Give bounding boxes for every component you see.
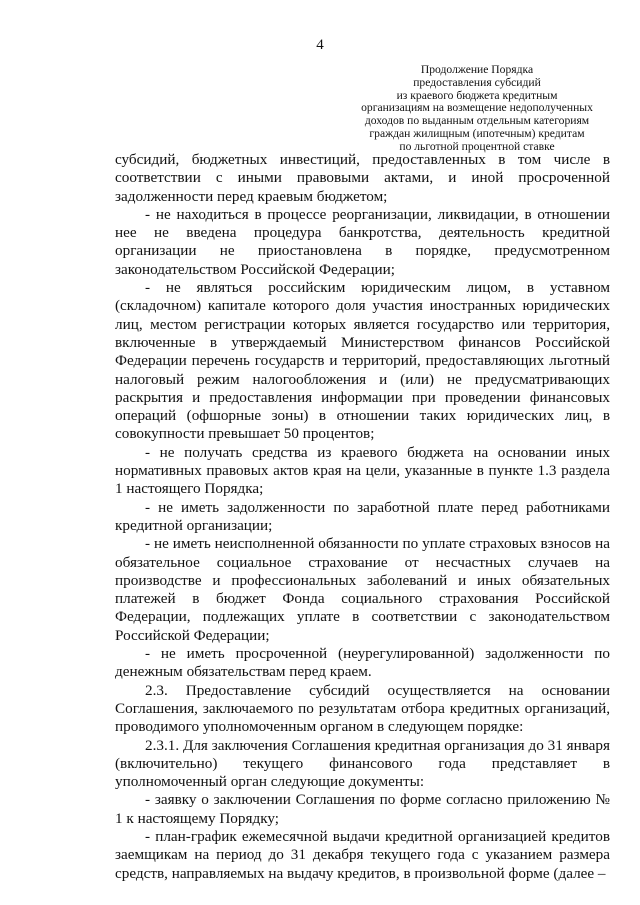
paragraph-section-2-3-1: 2.3.1. Для заключения Соглашения кредитная организация до 31 января (включительно) текущего финансового года представляет в уполномоченный орган следующие документы: (115, 736, 610, 791)
document-body (115, 151, 610, 883)
page-number: 4 (316, 37, 324, 53)
paragraph-overdue-debt: - не иметь просроченной (неурегулированной) задолженности по денежным обязательствам перед краем. (115, 645, 610, 681)
header-line: по льготной процентной ставке (399, 139, 555, 153)
header-line: из краевого бюджета кредитным (396, 88, 558, 102)
header-line: доходов по выданным отдельным категориям (364, 114, 590, 128)
header-line: предоставления субсидий (413, 75, 541, 89)
paragraph-section-2-3: 2.3. Предоставление субсидий осуществляется на основании Соглашения, заключаемого по результатам отбора кредитных организаций, проводимого уполномоченным органом в следующем порядке: (115, 681, 610, 736)
paragraph-application: - заявку о заключении Соглашения по форме согласно приложению № 1 к настоящему Порядку; (115, 791, 610, 827)
paragraph-continuation: субсидий, бюджетных инвестиций, предоставленных в том числе в соответствии с иными правовыми актами, и иной просроченной задолженности перед краевым бюджетом; (115, 151, 610, 205)
paragraph-insurance: - не иметь неисполненной обязанности по уплате страховых взносов на обязательное социальное страхование от несчастных случаев на производстве и профессиональных заболеваний и иных обязательных платежей в бюджет Фонда социального страхования Российской Федерации, подлежащих уплате в соответствии с законодательством Российской Федерации; (115, 535, 610, 644)
header-line: граждан жилищным (ипотечным) кредитам (369, 126, 585, 140)
header-line: организациям на возмещение недополученных (361, 101, 593, 115)
paragraph-reorganization: - не находиться в процессе реорганизации, ликвидации, в отношении нее не введена процедура банкротства, деятельность кредитной организации не приостановлена в порядке, предусмотренном законодательством Российской Федерации; (115, 205, 610, 278)
paragraph-other-funds: - не получать средства из краевого бюджета на основании иных нормативных правовых актов края на цели, указанные в пункте 1.3 раздела 1 настоящего Порядка; (115, 443, 610, 498)
header-line: Продолжение Порядка (420, 63, 534, 76)
paragraph-schedule: - план-график ежемесячной выдачи кредитной организацией кредитов заемщикам на период до 31 декабря текущего года с указанием размера средств, направляемых на выдачу кредитов, в произвольной форме (далее – (115, 827, 610, 882)
document-header (332, 64, 622, 154)
paragraph-offshore: - не являться российским юридическим лицом, в уставном (складочном) капитале которого доля участия иностранных юридических лиц, местом регистрации которых является государство или территория, включенные в утверждаемый Министерством финансов Российской Федерации перечень государств и территорий, предоставляющих льготный налоговый режим налогообложения и (или) не предусматривающих раскрытия и предоставления информации при проведении финансовых операций (офшорные зоны) в отношении таких юридических лиц, в совокупности превышает 50 процентов; (115, 279, 610, 443)
paragraph-salary-debt: - не иметь задолженности по заработной плате перед работниками кредитной организации; (115, 498, 610, 534)
